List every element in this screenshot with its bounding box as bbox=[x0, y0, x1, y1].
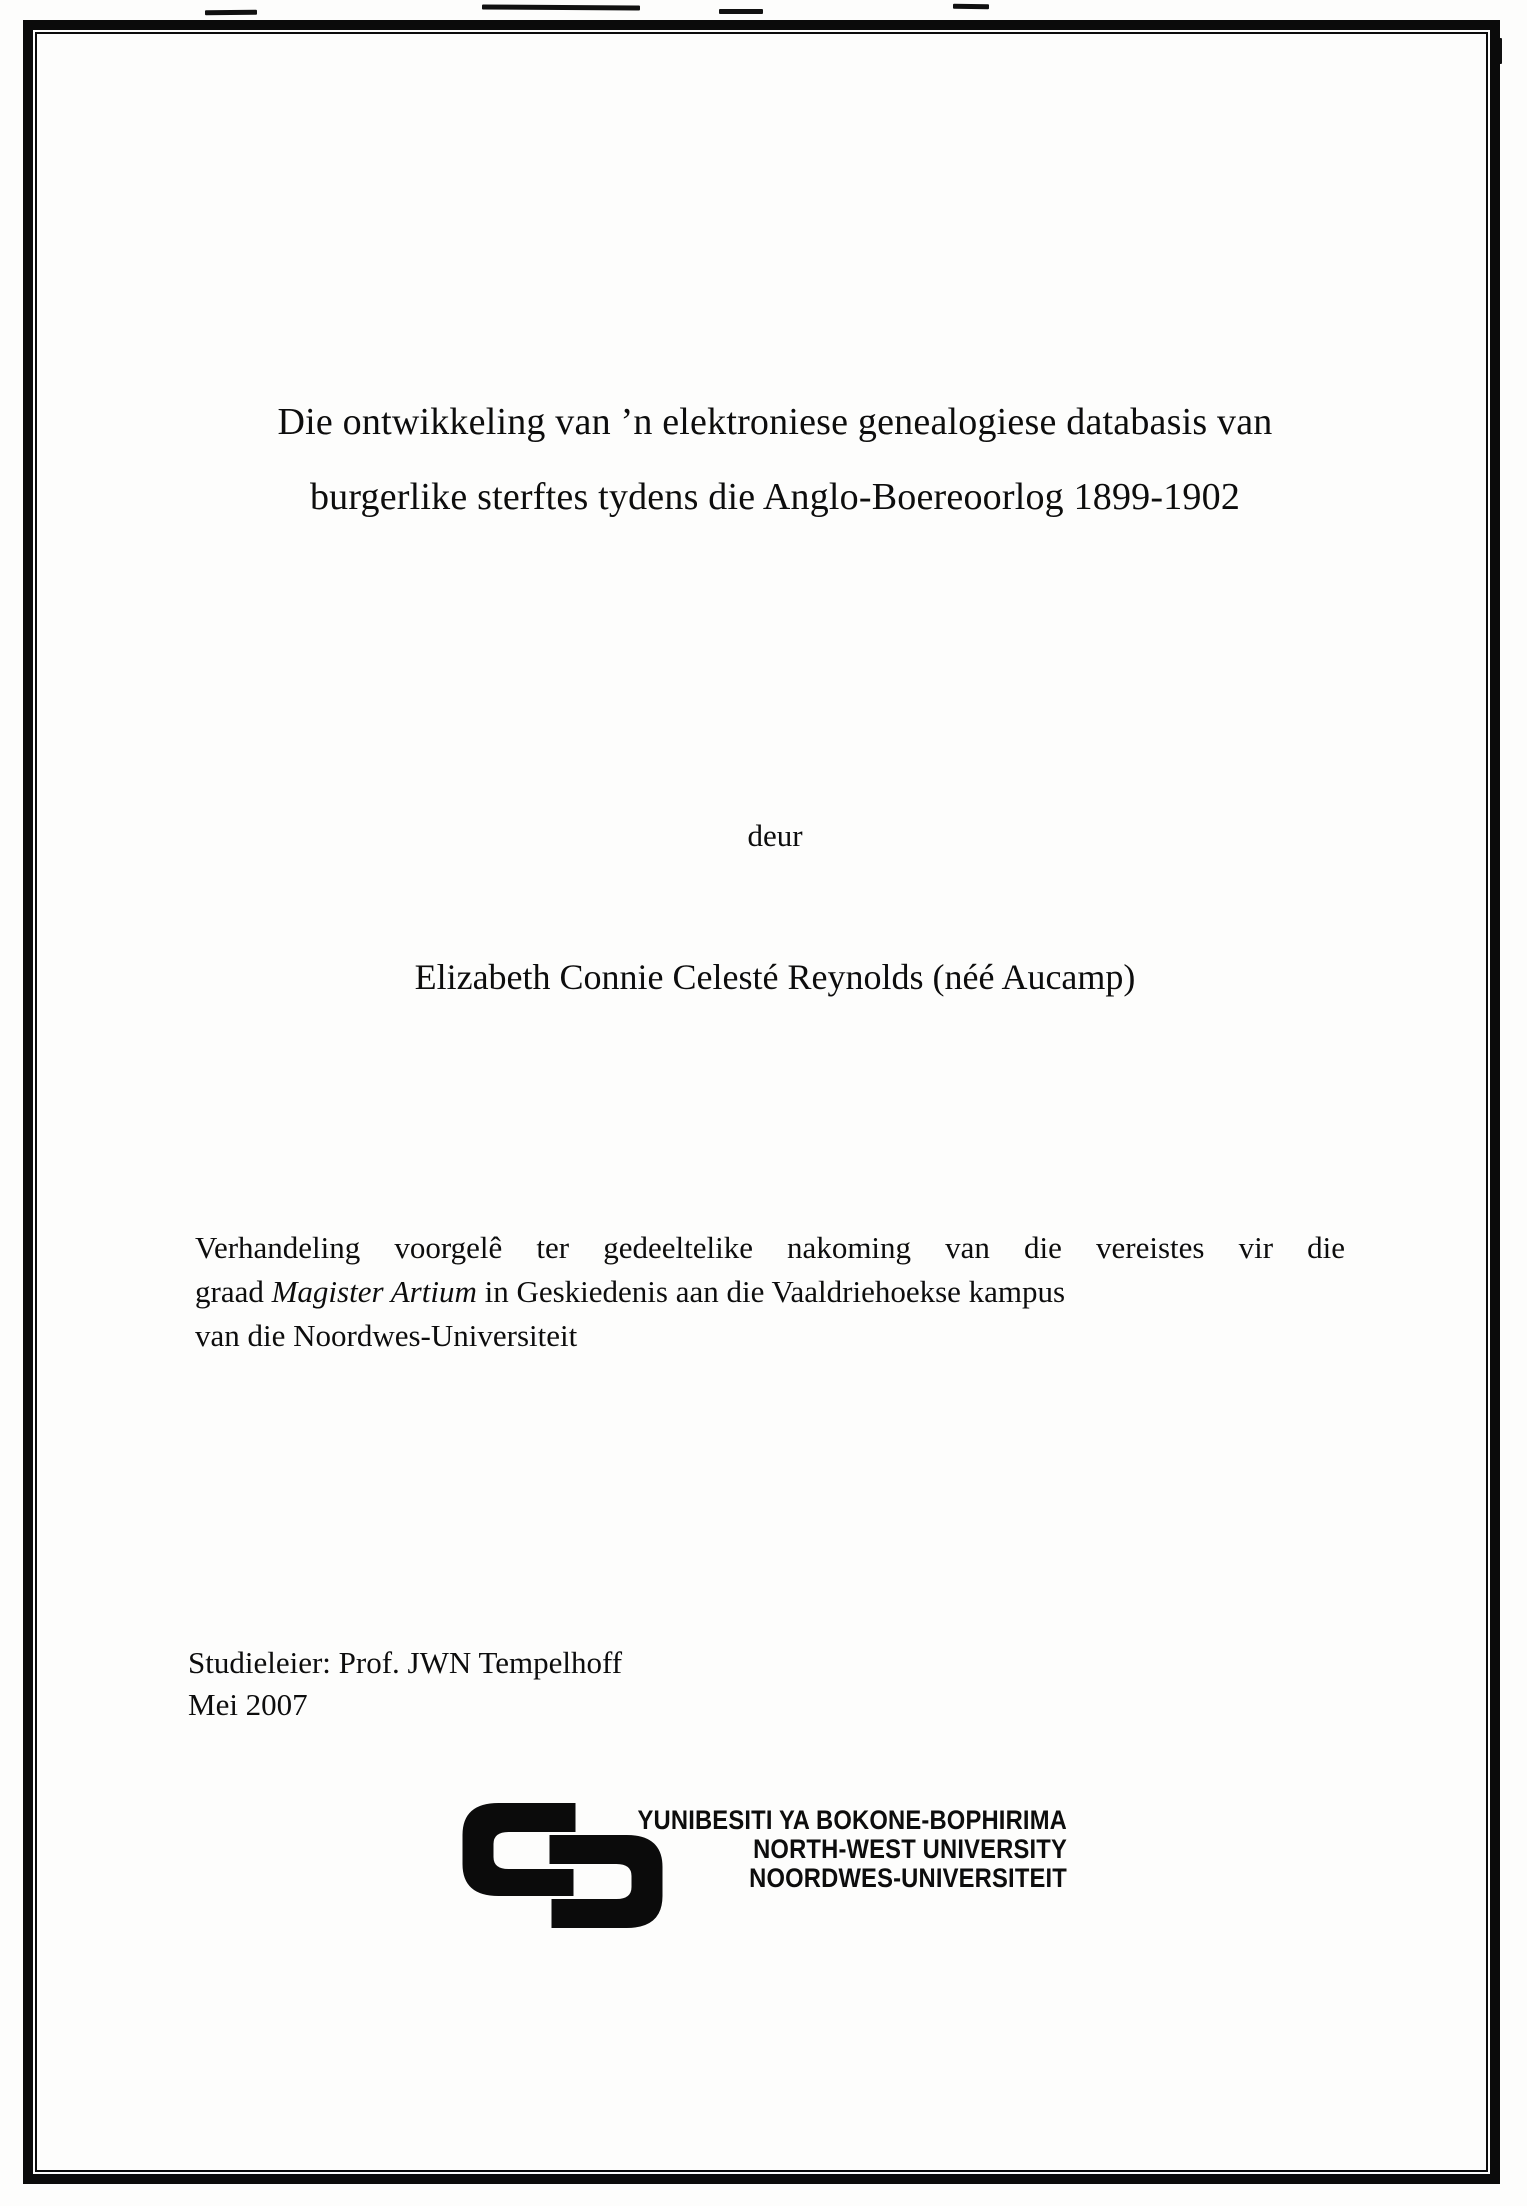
date-line: Mei 2007 bbox=[188, 1687, 308, 1722]
scan-artifact bbox=[719, 9, 763, 14]
university-name-afrikaans: NOORDWES-UNIVERSITEIT bbox=[749, 1863, 1067, 1893]
scan-artifact bbox=[953, 4, 989, 10]
university-logo bbox=[462, 1803, 1067, 1928]
supervisor-line: Studieleier: Prof. JWN Tempelhoff bbox=[188, 1645, 623, 1680]
degree-statement bbox=[195, 1226, 1345, 1358]
degree-statement-line-1: Verhandeling voorgelê ter gedeeltelike nakoming van die vereistes vir die bbox=[195, 1230, 1345, 1265]
supervisor-block bbox=[188, 1642, 622, 1726]
degree-statement-line-2 bbox=[195, 1270, 1345, 1314]
thesis-title-line-1: Die ontwikkeling van ’n elektroniese genealogiese databasis van bbox=[277, 401, 1273, 443]
university-logo-text bbox=[603, 1806, 1067, 1893]
byline: deur bbox=[747, 818, 803, 853]
scan-artifact bbox=[205, 10, 257, 16]
scan-artifact bbox=[482, 4, 640, 10]
degree-statement-line-3: van die Noordwes-Universiteit bbox=[195, 1318, 578, 1353]
author-name: Elizabeth Connie Celesté Reynolds (néé Aucamp) bbox=[414, 957, 1136, 997]
thesis-title bbox=[170, 385, 1380, 535]
university-name-english: NORTH-WEST UNIVERSITY bbox=[753, 1834, 1067, 1864]
degree-statement-line-2-prefix: graad bbox=[195, 1274, 264, 1309]
thesis-title-line-2: burgerlike sterftes tydens die Anglo-Boereoorlog 1899-1902 bbox=[309, 476, 1241, 518]
degree-name-italic: Magister Artium bbox=[271, 1274, 477, 1309]
university-name-setswana: YUNIBESITI YA BOKONE-BOPHIRIMA bbox=[637, 1805, 1067, 1835]
degree-statement-line-2-suffix: in Geskiedenis aan die Vaaldriehoekse kampus bbox=[484, 1274, 1066, 1309]
